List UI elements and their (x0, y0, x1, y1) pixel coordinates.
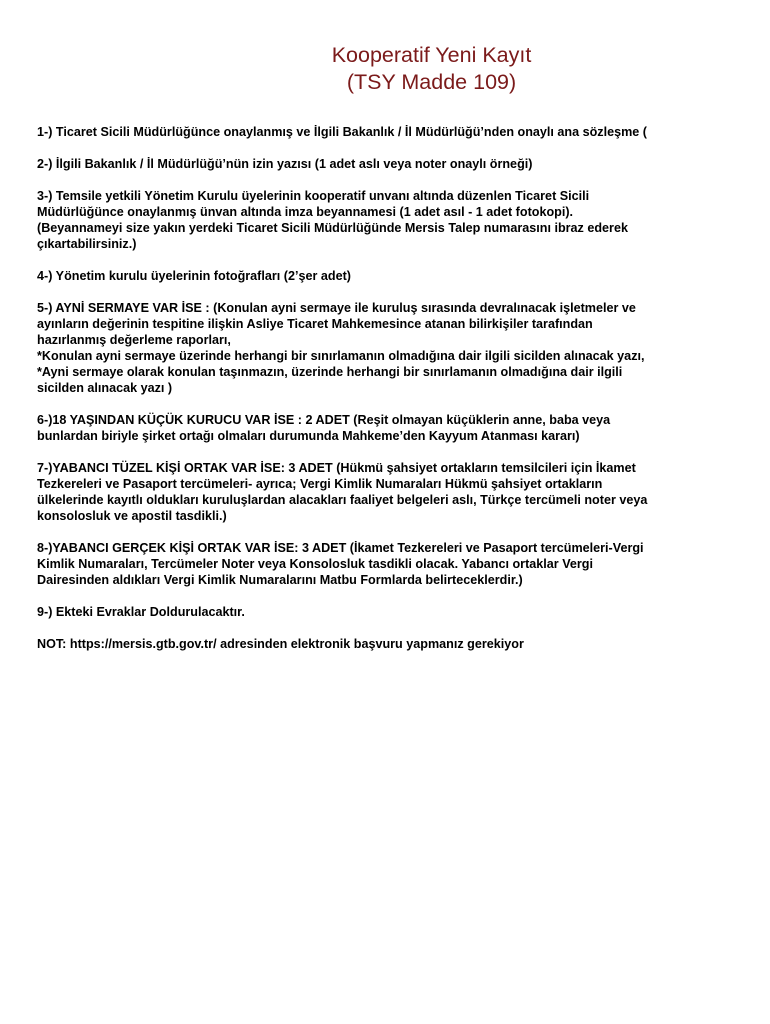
item-line: ülkelerinde kayıtlı oldukları kuruluşlardan alacakları faaliyet belgeleri aslı, Türkçe tercümeli noter veya (37, 493, 648, 507)
item-line: *Ayni sermaye olarak konulan taşınmazın, üzerinde herhangi bir sınırlamanın olmadığına dair ilgili (37, 365, 623, 379)
item-line: Kimlik Numaraları, Tercümeler Noter veya Konsolosluk tasdikli olacak. Yabancı ortaklar Vergi (37, 557, 593, 571)
requirement-item-7 (37, 460, 763, 524)
item-line: sicilden alınacak yazı ) (37, 381, 173, 395)
note-line: NOT: https://mersis.gtb.gov.tr/ adresinden elektronik başvuru yapmanız gerekiyor (37, 637, 524, 651)
item-line: 5-) AYNİ SERMAYE VAR İSE : (Konulan ayni sermaye ile kuruluş sırasında devralınacak işletmeler ve (37, 301, 636, 315)
title-line-2: (TSY Madde 109) (346, 70, 517, 94)
item-line: *Konulan ayni sermaye üzerinde herhangi bir sınırlamanın olmadığına dair ilgili sicilden alınacak yazı, (37, 349, 645, 363)
item-line: 4-) Yönetim kurulu üyelerinin fotoğrafları (2’şer adet) (37, 269, 351, 283)
requirement-item-1 (37, 124, 763, 140)
title-line-1: Kooperatif Yeni Kayıt (331, 43, 532, 67)
requirement-item-8 (37, 540, 763, 588)
item-line: 9-) Ekteki Evraklar Doldurulacaktır. (37, 605, 245, 619)
item-line: Dairesinden aldıkları Vergi Kimlik Numaralarını Matbu Formlarda belirteceklerdir.) (37, 573, 523, 587)
item-line: 7-)YABANCI TÜZEL KİŞİ ORTAK VAR İSE: 3 ADET (Hükmü şahsiyet ortakların temsilcileri için İkamet (37, 461, 636, 475)
item-line: Müdürlüğünce onaylanmış ünvan altında imza beyannamesi (1 adet asıl - 1 adet fotokopi). (37, 205, 574, 219)
requirement-item-6 (37, 412, 763, 444)
requirement-item-2 (37, 156, 763, 172)
item-line: 6-)18 YAŞINDAN KÜÇÜK KURUCU VAR İSE : 2 ADET (Reşit olmayan küçüklerin anne, baba veya (37, 413, 611, 427)
item-line: Tezkereleri ve Pasaport tercümeleri- ayrıca; Vergi Kimlik Numaraları Hükmü şahsiyet ortakların (37, 477, 603, 491)
item-line: hazırlanmış değerleme raporları, (37, 333, 231, 347)
document-title (47, 42, 770, 96)
item-line: 8-)YABANCI GERÇEK KİŞİ ORTAK VAR İSE: 3 ADET (İkamet Tezkereleri ve Pasaport tercümeleri-Vergi (37, 541, 644, 555)
item-line: 3-) Temsile yetkili Yönetim Kurulu üyelerinin kooperatif unvanı altında düzenlen Ticaret Sicili (37, 189, 590, 203)
requirement-item-9 (37, 604, 763, 620)
item-line: konsolosluk ve apostil tasdikli.) (37, 509, 227, 523)
requirement-item-5 (37, 300, 763, 396)
item-line: 1-) Ticaret Sicili Müdürlüğünce onaylanmış ve İlgili Bakanlık / İl Müdürlüğü’nden onaylı ana sözleşme ( (37, 125, 647, 139)
item-line: 2-) İlgili Bakanlık / İl Müdürlüğü’nün izin yazısı (1 adet aslı veya noter onaylı örneği) (37, 157, 533, 171)
requirements-list (37, 124, 763, 668)
item-line: ayınların değerinin tespitine ilişkin Asliye Ticaret Mahkemesince atanan bilirkişiler tarafından (37, 317, 593, 331)
item-line: çıkartabilirsiniz.) (37, 237, 137, 251)
item-line: (Beyannameyi size yakın yerdeki Ticaret Sicili Müdürlüğünde Mersis Talep numarasını ibraz ederek (37, 221, 628, 235)
item-line: bunlardan biriyle şirket ortağı olmaları durumunda Mahkeme’den Kayyum Atanması kararı) (37, 429, 580, 443)
requirement-item-3 (37, 188, 763, 252)
note-item (37, 636, 763, 652)
requirement-item-4 (37, 268, 763, 284)
